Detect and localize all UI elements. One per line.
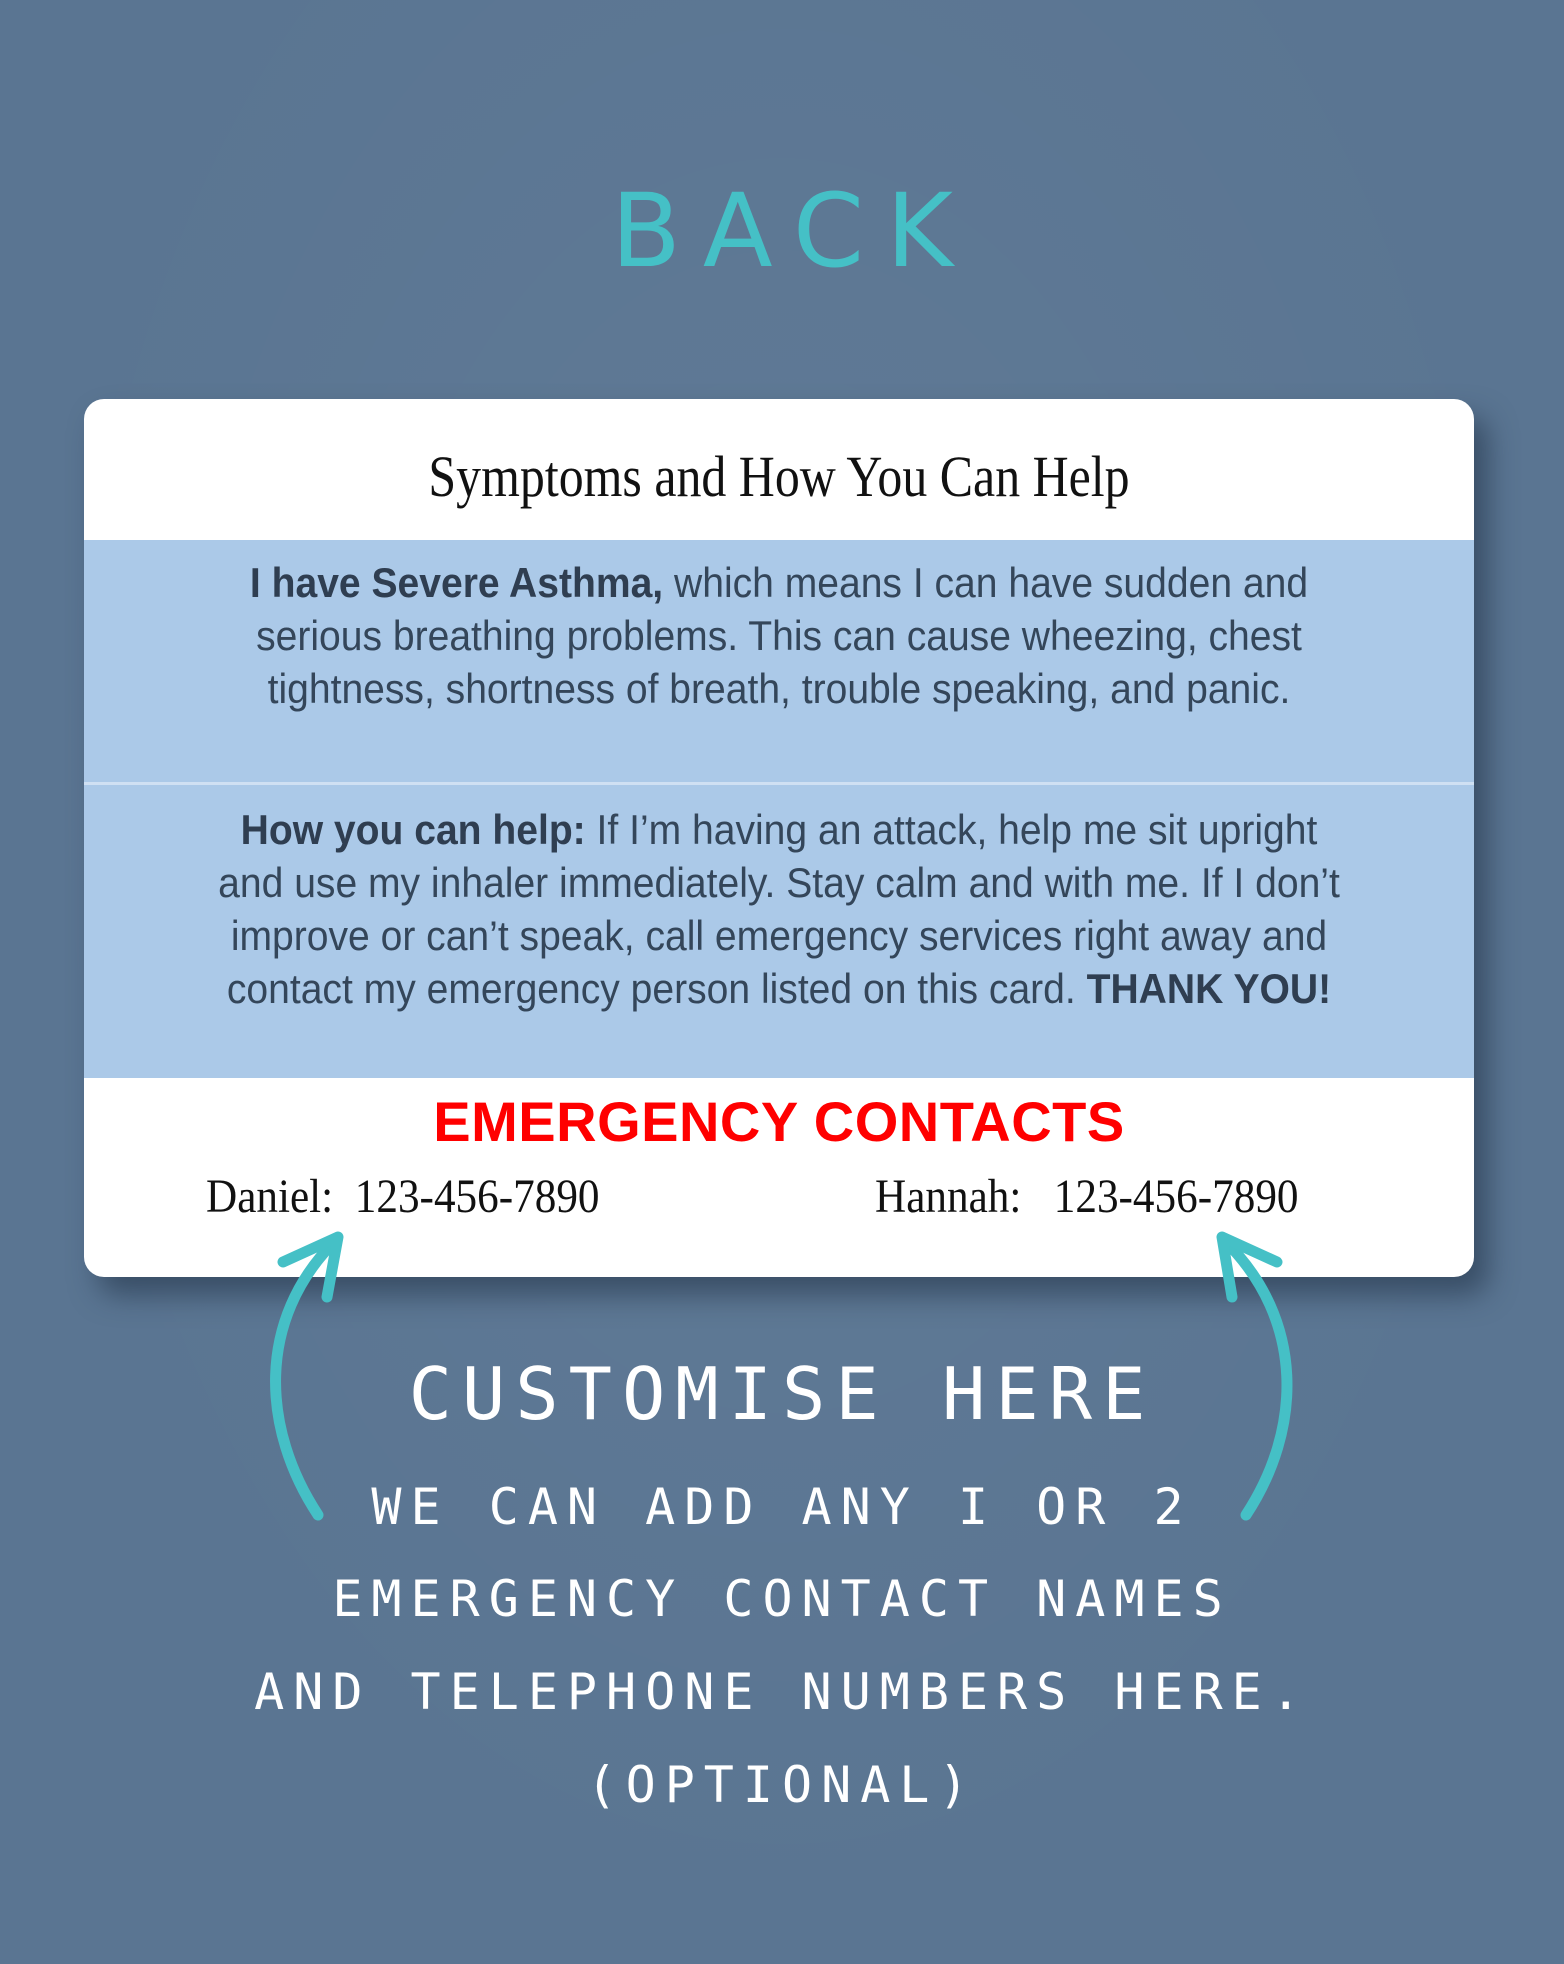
- info-band: [84, 540, 1474, 1078]
- help-lead: How you can help:: [240, 806, 586, 853]
- medical-card: [84, 399, 1474, 1277]
- card-title: Symptoms and How You Can Help: [428, 444, 1130, 509]
- help-paragraph: [216, 803, 1341, 1015]
- thank-you: THANK YOU!: [1086, 965, 1332, 1012]
- contact-phone: 123-456-7890: [1053, 1170, 1299, 1223]
- emergency-contacts-title: EMERGENCY CONTACTS: [433, 1090, 1125, 1153]
- section-divider: [84, 782, 1474, 785]
- contact-name: Hannah:: [875, 1170, 1022, 1223]
- contact-phone: 123-456-7890: [354, 1170, 600, 1223]
- customise-line: WE CAN ADD ANY I OR 2: [371, 1478, 1193, 1536]
- customise-heading: CUSTOMISE HERE: [408, 1352, 1156, 1436]
- contact-entry: [206, 1169, 600, 1224]
- customise-line: AND TELEPHONE NUMBERS HERE.: [254, 1663, 1310, 1721]
- contact-name: Daniel:: [206, 1170, 334, 1223]
- customise-line: EMERGENCY CONTACT NAMES: [332, 1570, 1232, 1628]
- customise-line: (OPTIONAL): [586, 1756, 978, 1814]
- back-heading: BACK: [610, 172, 976, 291]
- symptoms-lead: I have Severe Asthma,: [249, 559, 664, 606]
- contact-entry: [875, 1169, 1299, 1224]
- help-text: If I’m having an attack, help me sit upright and use my inhaler immediately. Stay calm and with me. If I don’t improve or can’t speak, call emergency services right away and contact my emergency person listed on this card.: [218, 806, 1340, 1012]
- symptoms-paragraph: [216, 556, 1341, 715]
- symptoms-text: which means I can have sudden and serious breathing problems. This can cause wheezing, chest tightness, shortness of breath, trouble speaking, and panic.: [256, 559, 1309, 712]
